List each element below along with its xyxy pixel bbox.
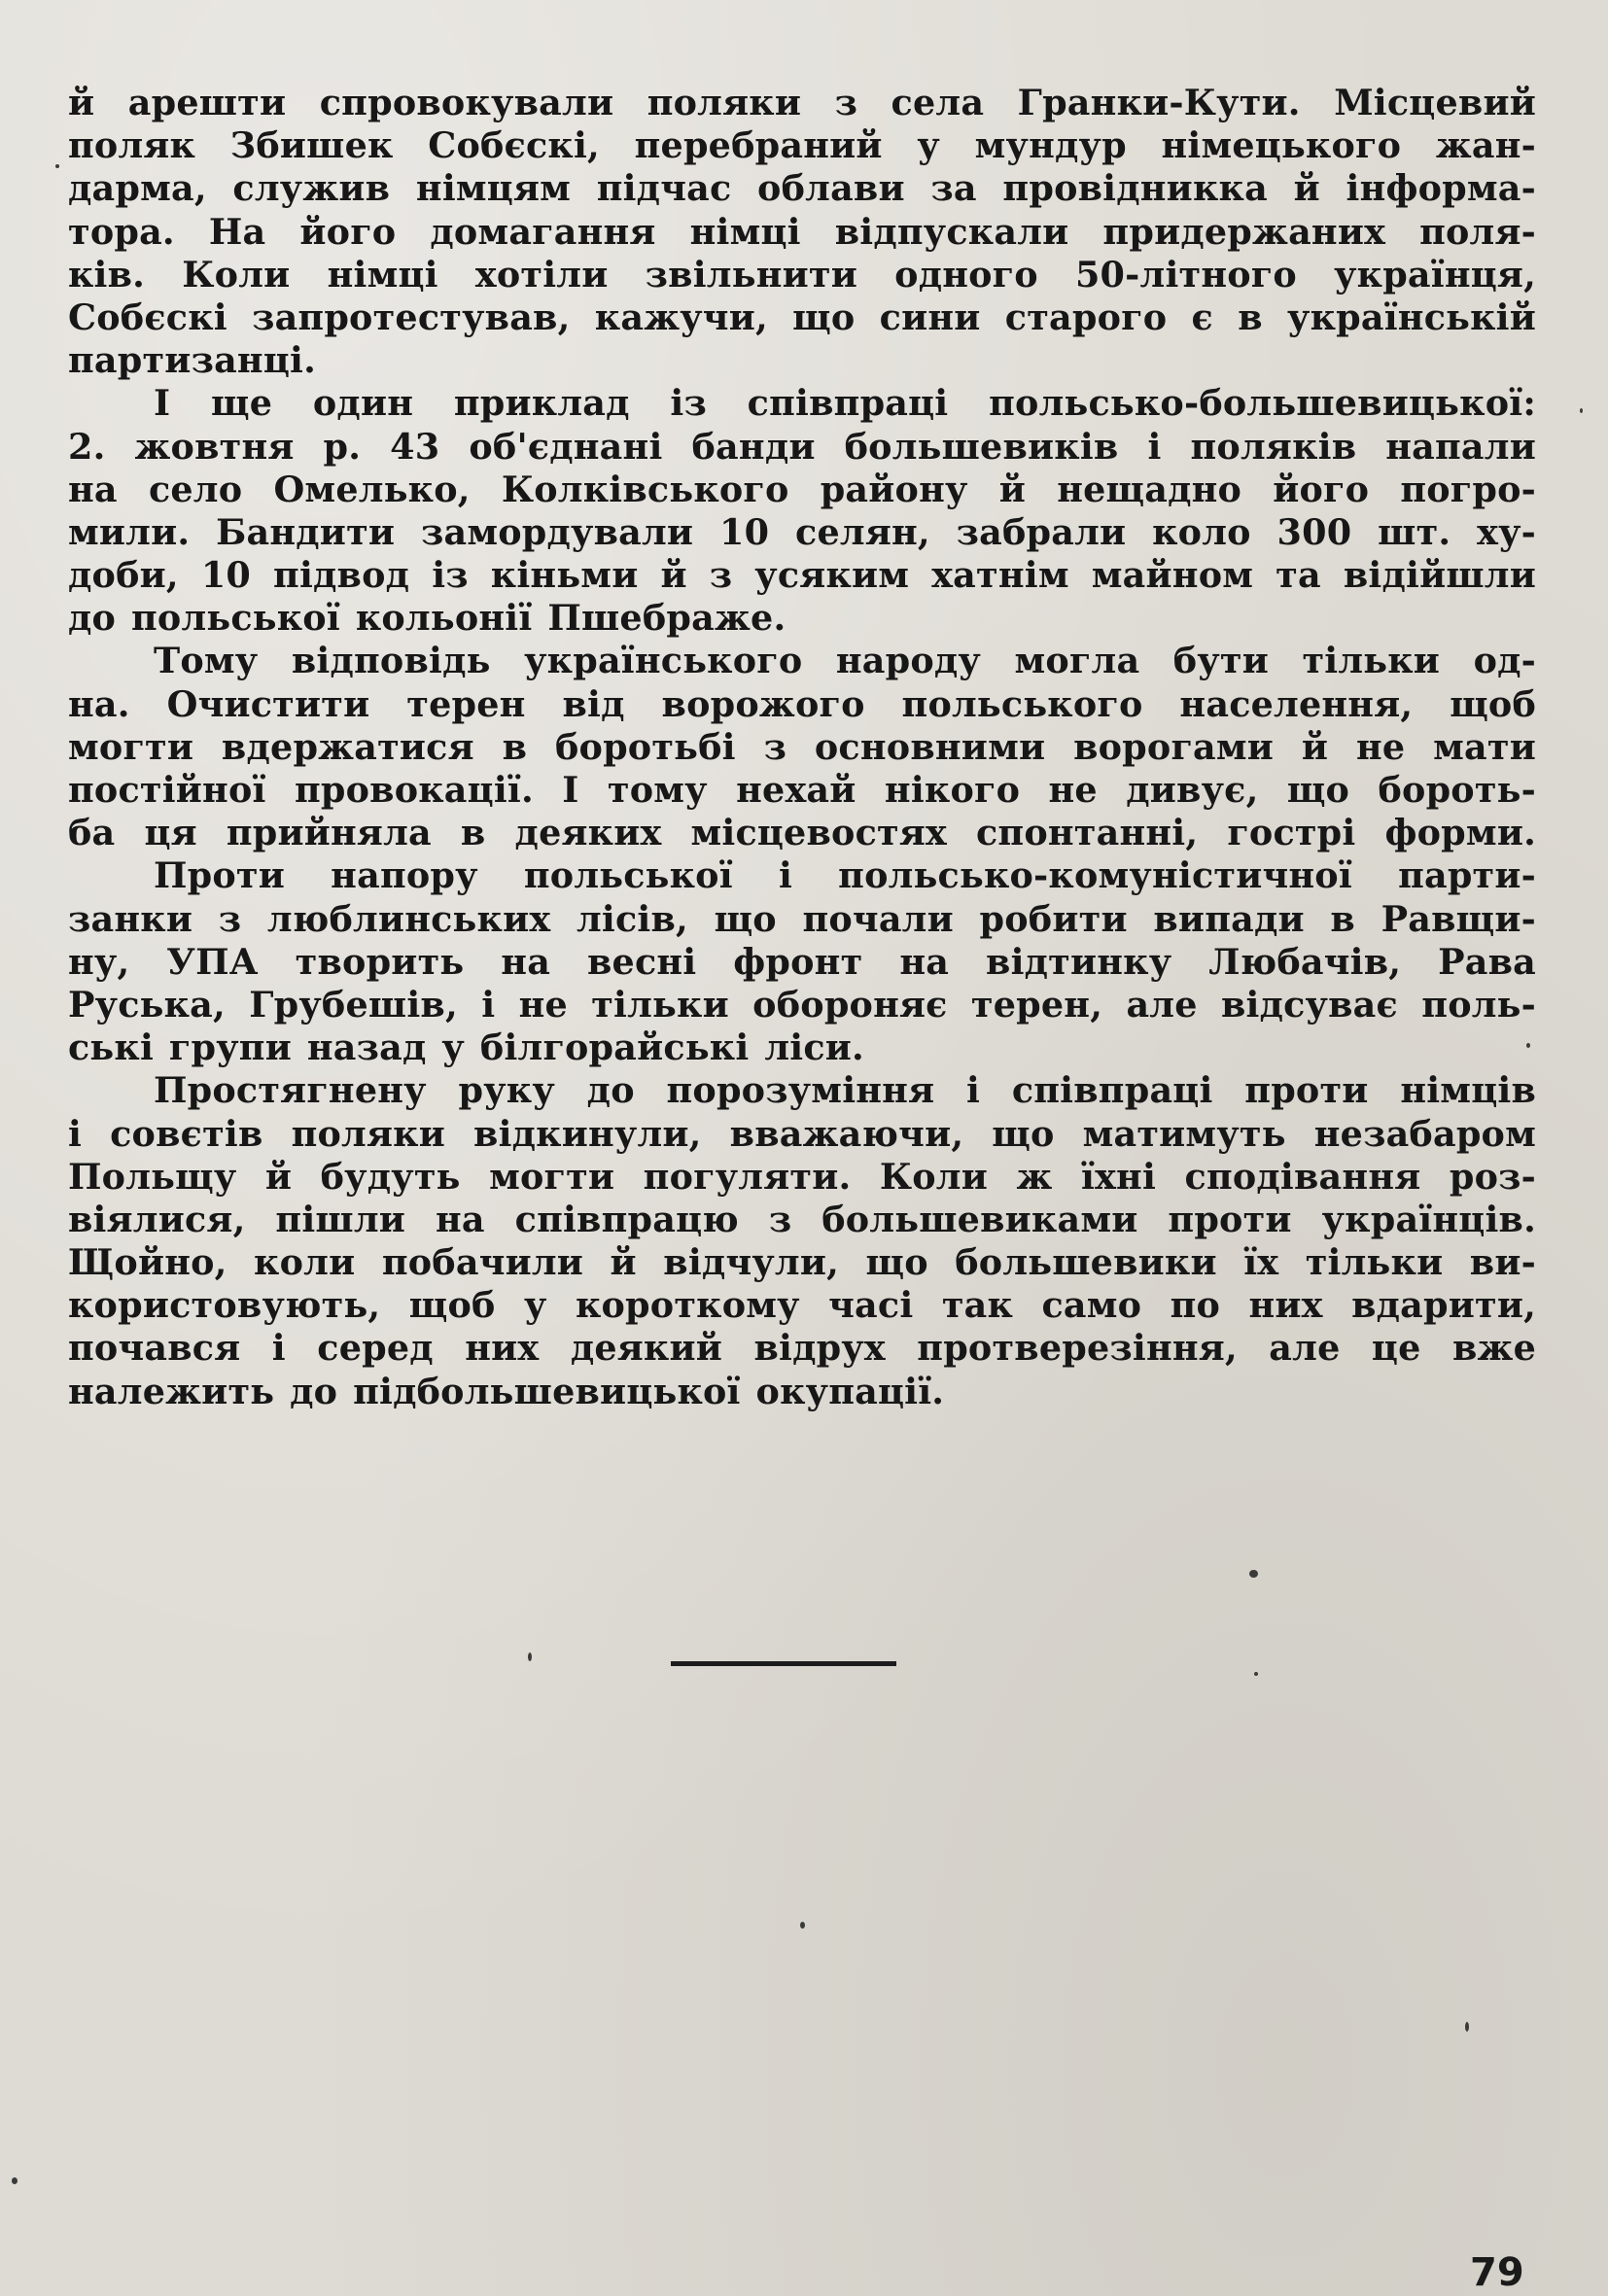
text-line: занки з люблинських лісів, що почали робити випади в Равщи-	[68, 897, 1536, 940]
text-line: Тому відповідь українського народу могла бути тільки од-	[154, 640, 1536, 682]
text-line: поляк Збишек Собєскі, перебраний у мундур німецького жан-	[68, 124, 1536, 167]
text-line: на село Омелько, Колківського району й нещадно його погро-	[68, 468, 1536, 510]
scan-speck	[528, 1652, 532, 1661]
scan-speck	[12, 2177, 17, 2184]
text-line: ну, УПА творить на весні фронт на відтинку Любачів, Рава	[68, 940, 1536, 983]
text-line: 2. жовтня р. 43 об'єднані банди большевиків і поляків напали	[68, 425, 1536, 468]
scan-speck	[1254, 1672, 1258, 1676]
text-line: постійної провокації. І тому нехай нікого не дивує, що бороть-	[68, 769, 1536, 811]
body-text	[68, 82, 1536, 1413]
text-line: Проти напору польської і польсько-комуністичної парти-	[154, 854, 1536, 897]
text-line: могти вдержатися в боротьбі з основними ворогами й не мати	[68, 725, 1536, 768]
text-line: тора. На його домагання німці відпускали придержаних поля-	[68, 210, 1536, 253]
text-line: дарма, служив німцям підчас облави за провідникка й інформа-	[68, 167, 1536, 210]
text-line: й арешти спровокували поляки з села Гранки-Кути. Місцевий	[68, 82, 1536, 123]
scan-speck	[1580, 408, 1583, 413]
scan-speck	[55, 164, 59, 168]
text-line: доби, 10 підвод із кіньми й з усяким хатнім майном та відійшли	[68, 554, 1536, 597]
text-line: ба ця прийняла в деяких місцевостях спонтанні, гострі форми.	[68, 812, 1536, 854]
section-divider-rule	[671, 1661, 896, 1666]
text-line: партизанці.	[68, 339, 316, 382]
scan-speck	[1249, 1570, 1258, 1578]
text-line: Руська, Грубешів, і не тільки обороняє терен, але відсуває поль-	[68, 983, 1536, 1026]
scan-speck	[800, 1922, 805, 1929]
text-line: віялися, пішли на співпрацю з большевиками проти українців.	[68, 1198, 1536, 1240]
page-number: 79	[1470, 2250, 1524, 2295]
scan-speck	[1465, 2022, 1469, 2032]
text-line: Собєскі запротестував, кажучи, що сини старого є в українській	[68, 296, 1536, 338]
text-line: користовують, щоб у короткому часі так само по них вдарити,	[68, 1284, 1536, 1327]
text-line: Простягнену руку до порозуміння і співпраці проти німців	[154, 1069, 1536, 1112]
text-line: ків. Коли німці хотіли звільнити одного 50-літного українця,	[68, 253, 1536, 296]
scan-speck	[1526, 1043, 1530, 1048]
text-line: Польщу й будуть могти погуляти. Коли ж їхні сподівання роз-	[68, 1155, 1536, 1198]
text-line: до польської кольонії Пшебраже.	[68, 597, 787, 640]
text-line: на. Очистити терен від ворожого польського населення, щоб	[68, 682, 1536, 725]
text-line: належить до підбольшевицької окупації.	[68, 1370, 945, 1412]
text-line: Щойно, коли побачили й відчули, що большевики їх тільки ви-	[68, 1241, 1536, 1284]
text-line: ські групи назад у білгорайські ліси.	[68, 1026, 864, 1069]
text-line: мили. Бандити замордували 10 селян, забрали коло 300 шт. ху-	[68, 510, 1536, 553]
text-line: І ще один приклад із співпраці польсько-большевицької:	[154, 382, 1536, 425]
text-line: і совєтів поляки відкинули, вважаючи, що матимуть незабаром	[68, 1112, 1536, 1155]
text-line: почався і серед них деякий відрух протверезіння, але це вже	[68, 1327, 1536, 1370]
